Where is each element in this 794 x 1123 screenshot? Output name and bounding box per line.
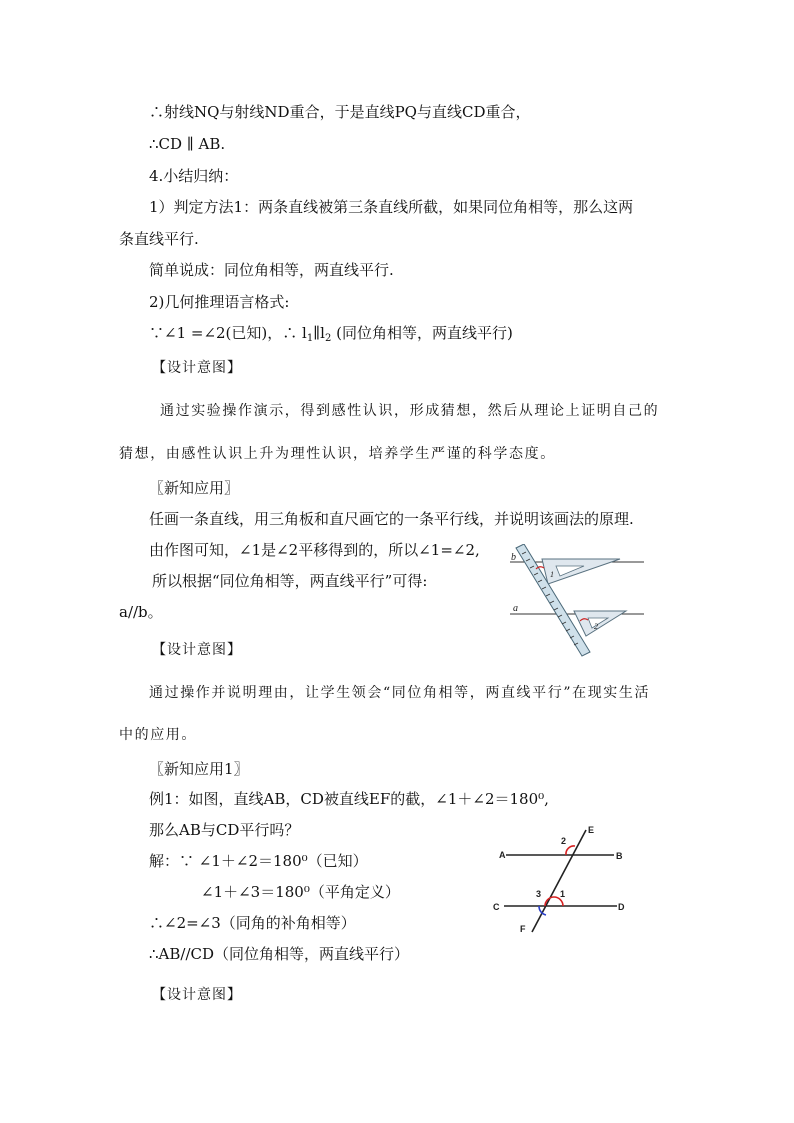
transversal-figure bbox=[488, 822, 630, 934]
text-line-1: ∴射线NQ与射线ND重合，于是直线PQ与直线CD重合， bbox=[149, 103, 531, 121]
text-line-3: 4.小结归纳： bbox=[149, 167, 239, 185]
subscript-1: 1 bbox=[306, 333, 314, 344]
app1-text-1: 任画一条直线，用三角板和直尺画它的一条平行线，并说明该画法的原理. bbox=[149, 510, 634, 528]
reasoning-part-c: (同位角相等，两直线平行) bbox=[331, 324, 513, 342]
label-E: E bbox=[588, 825, 595, 835]
label-A: A bbox=[499, 850, 506, 860]
solution-line-4: ∴AB//CD（同位角相等，两直线平行） bbox=[149, 945, 410, 963]
reasoning-part-b: ∥l bbox=[313, 324, 325, 342]
solution-line-1: 解：∵ ∠1＋∠2＝180⁰（已知） bbox=[149, 852, 368, 870]
label-a: a bbox=[513, 603, 518, 614]
design-note-1b: 猜想，由感性认识上升为理性认识，培养学生严谨的科学态度。 bbox=[119, 446, 556, 462]
label-B: B bbox=[616, 851, 623, 861]
label-D: D bbox=[618, 902, 625, 912]
reasoning-format-line bbox=[149, 323, 513, 349]
text-line-2: ∴CD ∥ AB. bbox=[149, 135, 226, 153]
text-line-4: 1）判定方法1：两条直线被第三条直线所截，如果同位角相等，那么这两 bbox=[149, 198, 634, 216]
new-knowledge-heading-1: 〖新知应用1〗 bbox=[149, 760, 249, 778]
app1-text-2: 由作图可知，∠1是∠2平移得到的，所以∠1=∠2, bbox=[149, 541, 480, 559]
new-knowledge-heading: 〖新知应用〗 bbox=[149, 479, 240, 497]
design-note-1a: 通过实验操作演示，得到感性认识，形成猜想，然后从理论上证明自己的 bbox=[160, 403, 660, 419]
app1-text-4: a//b。 bbox=[119, 603, 163, 621]
design-intent-heading-2: 【设计意图】 bbox=[152, 642, 242, 658]
app1-text-3: 所以根据“同位角相等，两直线平行”可得: bbox=[152, 572, 428, 590]
label-angle-2: 2 bbox=[561, 836, 567, 846]
text-line-7: 2)几何推理语言格式: bbox=[149, 293, 290, 311]
label-angle-1: 1 bbox=[560, 889, 566, 899]
text-line-6: 简单说成：同位角相等，两直线平行. bbox=[149, 261, 394, 279]
design-note-2b: 中的应用。 bbox=[119, 727, 197, 743]
label-angle-1: 1 bbox=[550, 570, 554, 579]
design-note-2a: 通过操作并说明理由，让学生领会“同位角相等，两直线平行”在现实生活 bbox=[149, 685, 651, 701]
design-intent-heading-3: 【设计意图】 bbox=[152, 987, 242, 1003]
label-b: b bbox=[511, 552, 516, 563]
text-line-5: 条直线平行. bbox=[119, 230, 199, 248]
example-1-line-2: 那么AB与CD平行吗？ bbox=[149, 821, 300, 839]
label-angle-3: 3 bbox=[536, 889, 542, 899]
label-angle-2: 2 bbox=[594, 622, 598, 631]
label-C: C bbox=[493, 902, 500, 912]
solution-line-2: ∠1＋∠3＝180⁰（平角定义） bbox=[201, 883, 400, 901]
design-intent-heading-1: 【设计意图】 bbox=[152, 360, 242, 376]
subscript-2: 2 bbox=[324, 333, 332, 344]
label-F: F bbox=[520, 924, 526, 934]
line-EF bbox=[532, 830, 586, 932]
example-1-line-1: 例1：如图，直线AB，CD被直线EF的截，∠1＋∠2＝180⁰, bbox=[149, 790, 549, 808]
reasoning-part-a: ∵∠1 =∠2(已知)，∴ l bbox=[149, 324, 307, 342]
triangle-lower bbox=[574, 611, 626, 636]
solution-line-3: ∴∠2=∠3（同角的补角相等） bbox=[149, 914, 356, 932]
ruler-triangle-figure bbox=[508, 544, 646, 660]
